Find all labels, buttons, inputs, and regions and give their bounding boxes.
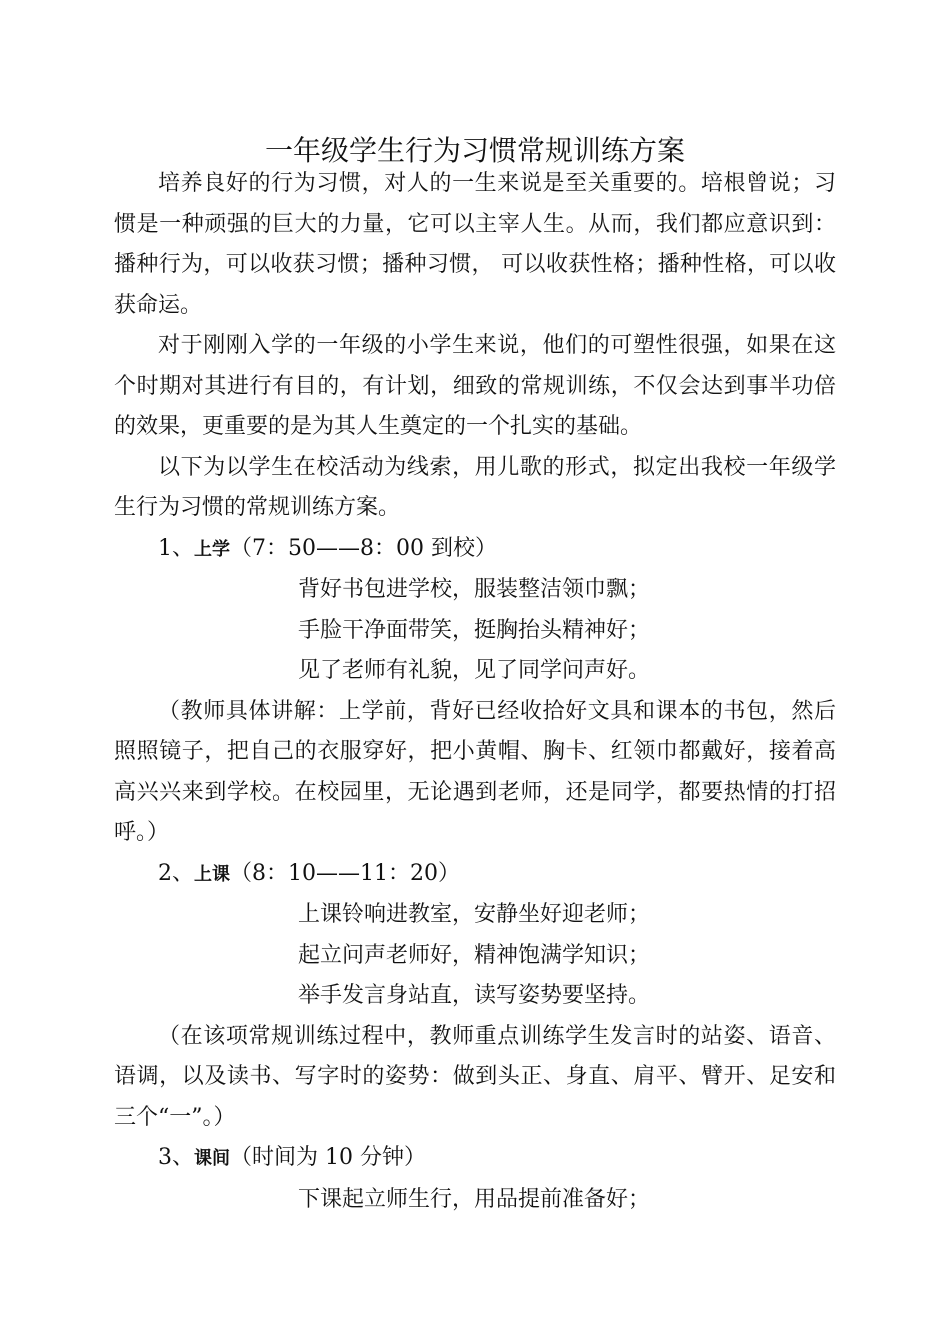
- verse-line: 下课起立师生行，用品提前准备好；: [298, 1186, 651, 1212]
- intro-paragraph-2: 对于刚刚入学的一年级的小学生来说，他们的可塑性很强，如果在这个时期对其进行有目的，有计划，细致的常规训练，不仅会达到事半功倍的效果，更重要的是为其人生奠定的一个扎实的基础。: [114, 333, 836, 439]
- section-heading-3: [114, 1138, 836, 1180]
- section-heading-2: [114, 854, 836, 896]
- verse-line: 背好书包进学校，服装整洁领巾飘；: [298, 577, 651, 602]
- section-note-1: （教师具体讲解：上学前，背好已经收拾好文具和课本的书包，然后照照镜子，把自己的衣服穿好，把小黄帽、胸卡、红领巾都戴好，接着高高兴兴来到学校。在校园里，无论遇到老师，还是同学，都要热情的打招呼。）: [114, 698, 836, 845]
- intro-paragraph-3: 以下为以学生在校活动为线索，用儿歌的形式，拟定出我校一年级学生行为习惯的常规训练方案。: [114, 454, 836, 520]
- verse-line: 举手发言身站直，读写姿势要坚持。: [298, 983, 651, 1008]
- section-label: 上课: [194, 863, 230, 885]
- section-time: （时间为 10 分钟）: [230, 1145, 426, 1170]
- verse-line: 起立问声老师好，精神饱满学知识；: [298, 942, 651, 968]
- section-number: 2、: [158, 860, 194, 886]
- document-body: [114, 164, 836, 1220]
- intro-paragraph-1: 培养良好的行为习惯，对人的一生来说是至关重要的。培根曾说；习惯是一种顽强的巨大的力量，它可以主宰人生。从而，我们都应意识到：播种行为，可以收获习惯；播种习惯， 可以收获性格；播种性格，可以收获命运。: [114, 171, 836, 318]
- verse-line: 上课铃响进教室，安静坐好迎老师；: [298, 902, 651, 927]
- section-number: 3、: [158, 1145, 194, 1170]
- section-number: 1、: [158, 535, 194, 561]
- section-heading-1: [114, 529, 836, 571]
- section-note-2: （在该项常规训练过程中，教师重点训练学生发言时的站姿、语音、语调，以及读书、写字时的姿势：做到头正、身直、肩平、臂开、足安和三个“一”。）: [114, 1023, 836, 1130]
- section-label: 上学: [194, 538, 230, 560]
- document-title: 一年级学生行为习惯常规训练方案: [264, 133, 685, 167]
- verse-line: 见了老师有礼貌，见了同学问声好。: [298, 658, 651, 683]
- section-time: （7：50——8：00 到校）: [230, 535, 497, 561]
- section-time: （8：10——11：20）: [230, 860, 460, 886]
- verse-line: 手脸干净面带笑，挺胸抬头精神好；: [298, 617, 651, 643]
- section-label: 课间: [194, 1148, 230, 1169]
